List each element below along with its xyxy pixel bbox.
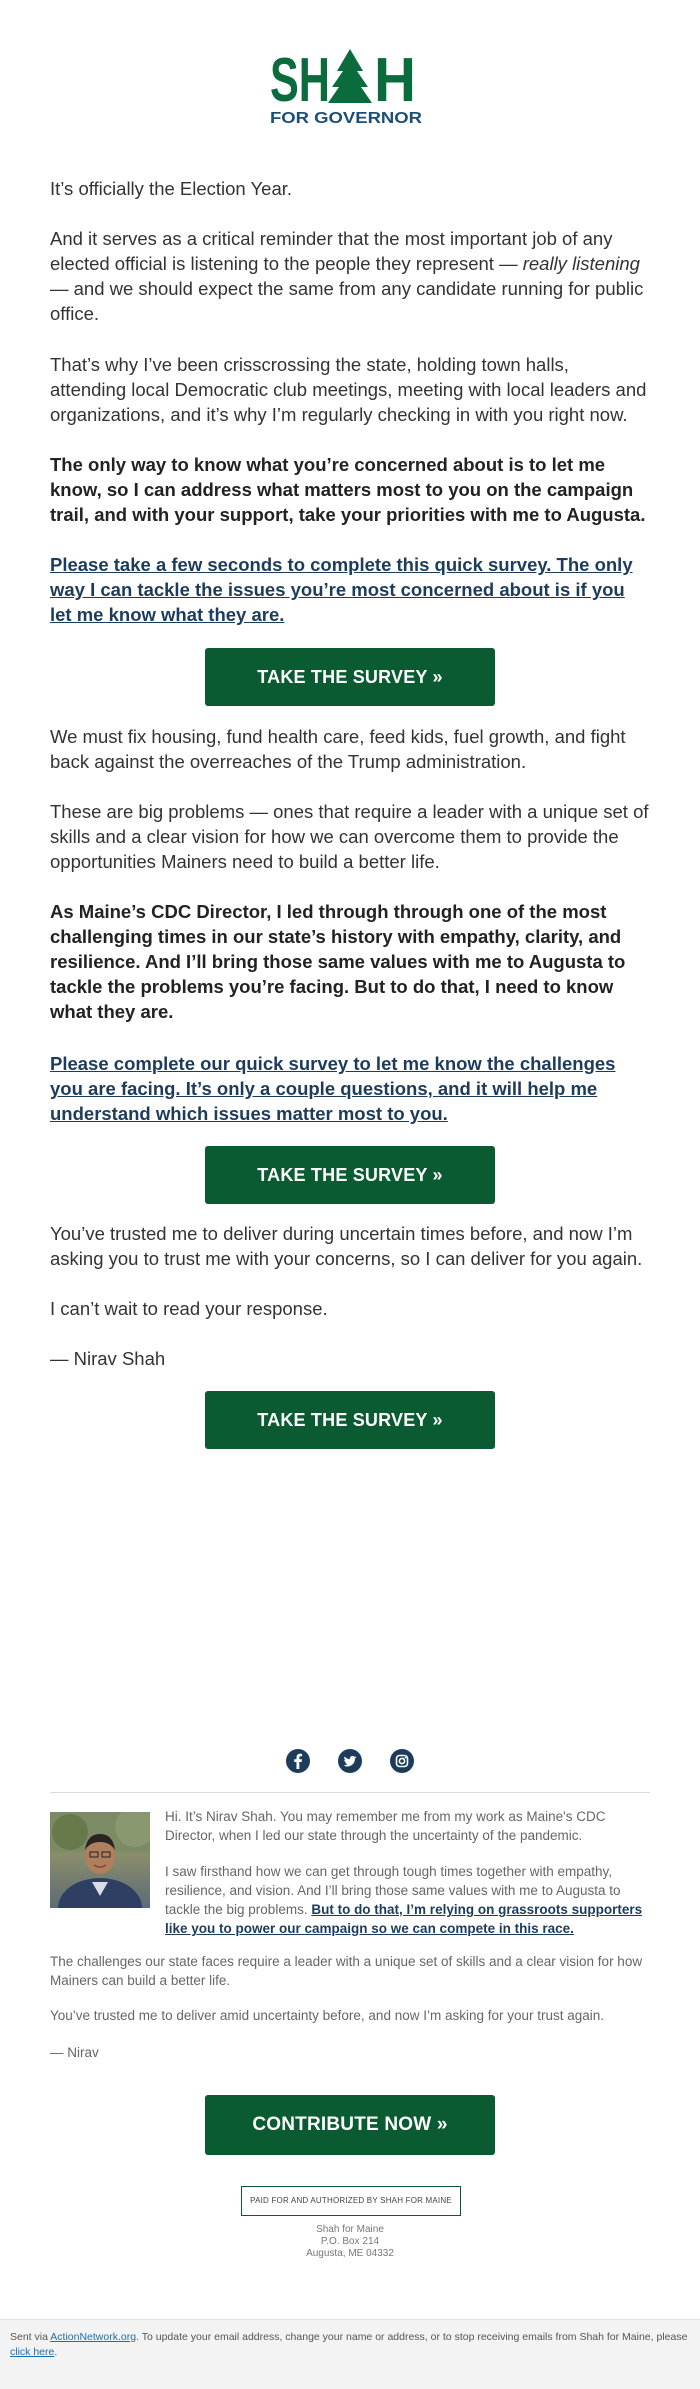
logo-tagline: FOR GOVERNOR: [270, 110, 423, 125]
paragraph-9: I can’t wait to read your response.: [50, 1298, 328, 1319]
click-here-link[interactable]: click here: [10, 2346, 55, 2358]
grassroots-link[interactable]: But to do that, I’m relying on grassroots supporters like you to power our campaign so we can compete in this race.: [165, 1902, 643, 1936]
paragraph-6: These are big problems — ones that require a leader with a unique set of skills and a clear vision for how we can overcome them to provide the opportunities Mainers need to build a better life.: [50, 801, 649, 872]
bio-paragraph-4: You’ve trusted me to deliver amid uncertainty before, and now I’m asking for your trust again.: [50, 2008, 605, 2023]
address-line-1: Shah for Maine: [316, 2224, 384, 2235]
survey-link-2[interactable]: [50, 1051, 650, 1126]
unsubscribe-bar: Sent via ActionNetwork.org. To update your email address, change your name or address, or to stop receiving emails from Shah for Maine, please click here.: [0, 2319, 700, 2389]
paragraph-1: It’s officially the Election Year.: [50, 178, 293, 199]
campaign-logo: [0, 47, 700, 125]
actionnetwork-link[interactable]: ActionNetwork.org: [50, 2331, 137, 2343]
mailing-address: [0, 2224, 700, 2260]
intro-paragraph: [50, 176, 650, 201]
take-survey-button-3[interactable]: TAKE THE SURVEY »: [205, 1391, 495, 1449]
address-line-2: P.O. Box 214: [320, 2236, 380, 2247]
paragraph-2: [50, 226, 650, 326]
address-line-3: Augusta, ME 04332: [306, 2248, 394, 2259]
bio-paragraph-2: I saw firsthand how we can get through tough times together with empathy, resilience, and vision. And I’ll bring those same values with me to Augusta to tackle the big problems. But to do that, I’m relying on grassroots supporters like you to power our campaign so we can compete in this race.: [165, 1864, 643, 1936]
bio-paragraph-3: The challenges our state faces require a leader with a unique set of skills and a clear vision for how Mainers can build a better life.: [50, 1954, 643, 1988]
survey-link-1[interactable]: [50, 552, 650, 627]
paragraph-3: That’s why I’ve been crisscrossing the state, holding town halls, attending local Democratic club meetings, meeting with local leaders and organizations, and it’s why I’m regularly checking in with you right now.: [50, 354, 647, 425]
bio-intro: Hi. It’s Nirav Shah. You may remember me from my work as Maine's CDC Director, when I led our state through the uncertainty of the pandemic.: [165, 1809, 606, 1843]
svg-text:H: H: [374, 47, 416, 115]
paragraph-2-emphasis: really listening: [522, 253, 640, 274]
contribute-now-button[interactable]: CONTRIBUTE NOW »: [205, 2095, 495, 2155]
paragraph-8: You’ve trusted me to deliver during uncertain times before, and now I’m asking you to trust me with your concerns, so I can deliver for you again.: [50, 1223, 643, 1269]
social-links: [0, 1748, 700, 1779]
twitter-icon[interactable]: [337, 1748, 363, 1774]
take-survey-button-2[interactable]: TAKE THE SURVEY »: [205, 1146, 495, 1204]
paragraph-4: The only way to know what you’re concerned about is to let me know, so I can address what matters most to you on the campaign trail, and with your support, take your priorities with me to Augusta.: [50, 454, 646, 525]
survey-link-1-text[interactable]: Please take a few seconds to complete this quick survey. The only way I can tackle the issues you’re most concerned about is if you let me know what they are.: [50, 554, 633, 625]
paragraph-7: As Maine’s CDC Director, I led through through one of the most challenging times in our state’s history with empathy, clarity, and resilience. And I’ll bring those same values with me to Augusta to tackle the problems you’re facing. But to do that, I need to know what they are.: [50, 901, 626, 1022]
paragraph-5: We must fix housing, fund health care, feed kids, fuel growth, and fight back against the overreaches of the Trump administration.: [50, 726, 626, 772]
paragraph-2-text-end: — and we should expect the same from any candidate running for public office.: [50, 278, 644, 324]
facebook-icon[interactable]: [285, 1748, 311, 1774]
svg-text:SH: SH: [270, 47, 330, 115]
footer-divider: [50, 1792, 650, 1793]
bio-signoff: — Nirav: [50, 2045, 99, 2060]
instagram-icon[interactable]: [389, 1748, 415, 1774]
survey-link-2-text[interactable]: Please complete our quick survey to let me know the challenges you are facing. It’s only a couple questions, and it will help me understand which issues matter most to you.: [50, 1053, 616, 1124]
paid-for-disclaimer: PAID FOR AND AUTHORIZED BY SHAH FOR MAINE: [241, 2186, 461, 2216]
paragraph-2-text: And it serves as a critical reminder that the most important job of any elected official is listening to the people they represent —: [50, 228, 613, 274]
take-survey-button-1[interactable]: TAKE THE SURVEY »: [205, 648, 495, 706]
signoff: — Nirav Shah: [50, 1348, 166, 1369]
